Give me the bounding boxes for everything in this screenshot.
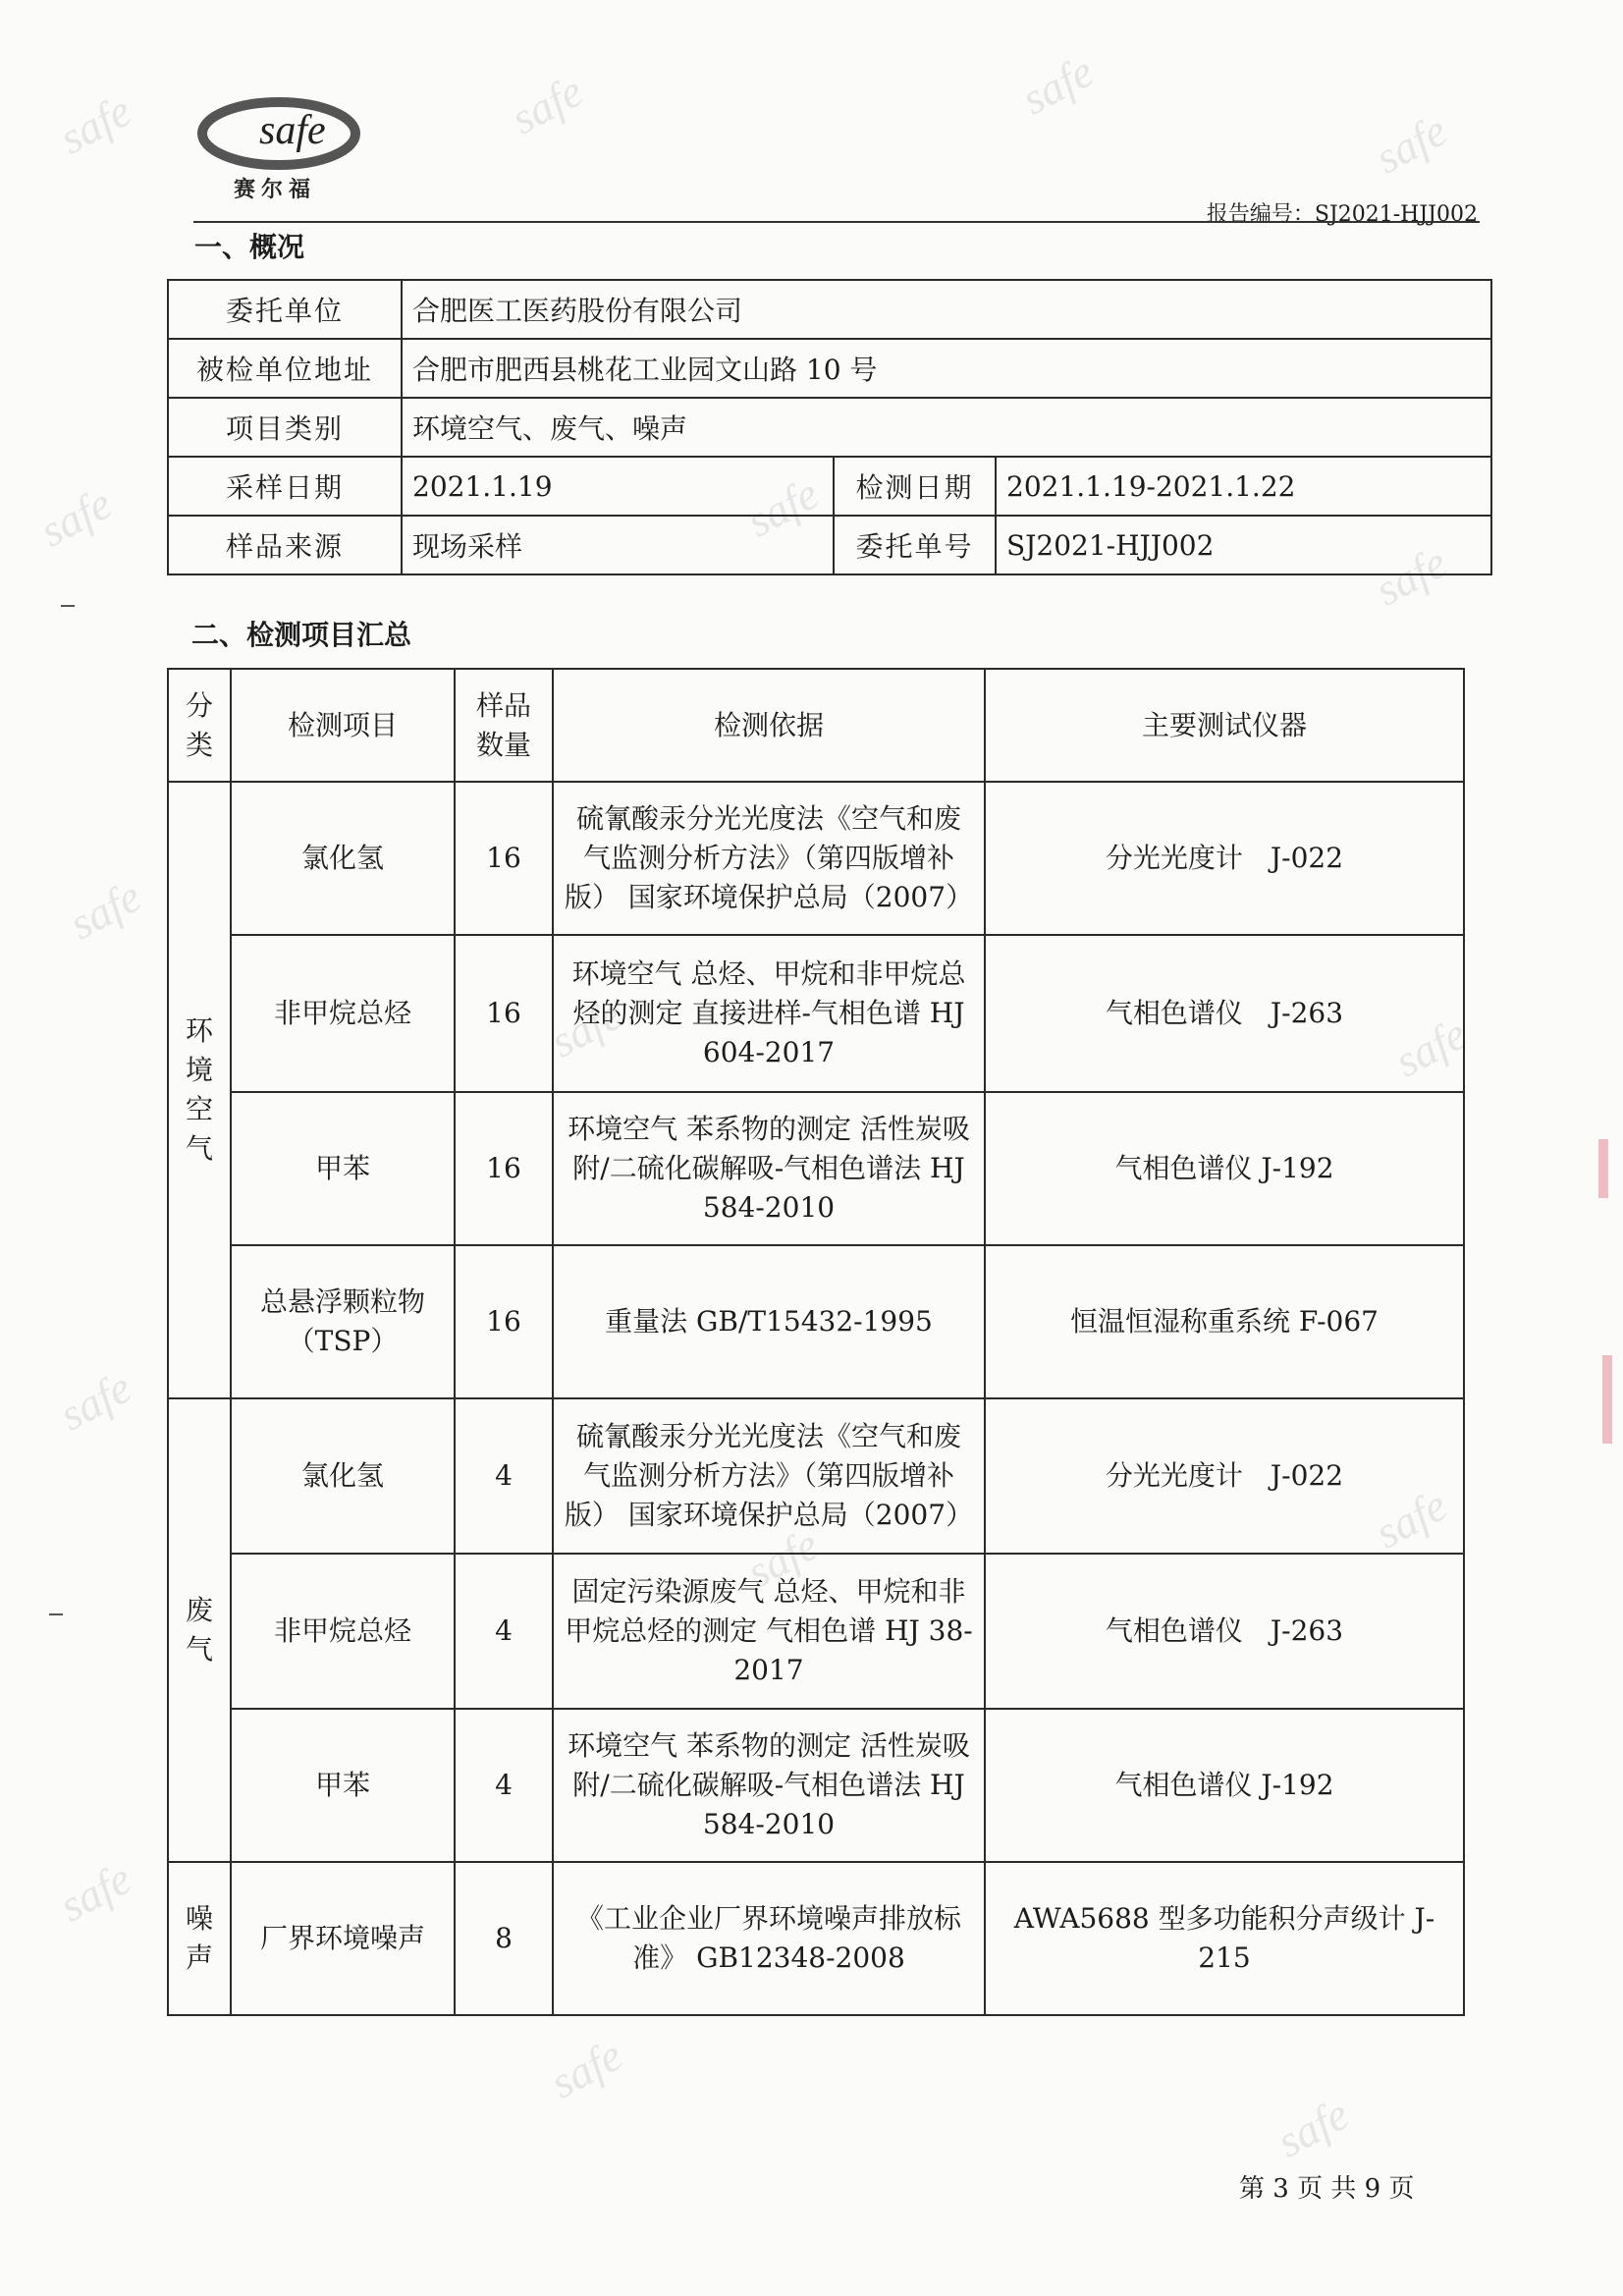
count-cell: 4 [455, 1554, 553, 1709]
category-cell: 废气 [168, 1398, 231, 1862]
svg-text:safe: safe [259, 108, 326, 153]
table-row [168, 1398, 1464, 1554]
count-cell: 16 [455, 1245, 553, 1398]
category-label: 项目类别 [168, 398, 402, 457]
basis-cell: 重量法 GB/T15432-1995 [553, 1245, 985, 1398]
section-title-summary: 二、检测项目汇总 [191, 619, 412, 651]
watermark: safe [503, 65, 591, 144]
instrument-cell: AWA5688 型多功能积分声级计 J-215 [985, 1862, 1464, 2015]
table-row [168, 280, 1491, 339]
watermark: safe [51, 1852, 139, 1932]
item-cell: 氯化氢 [231, 1398, 455, 1554]
sampling-date-value: 2021.1.19 [402, 457, 834, 516]
table-row [168, 1245, 1464, 1398]
overview-table [167, 279, 1492, 575]
item-cell: 非甲烷总烃 [231, 935, 455, 1092]
watermark: safe [738, 467, 827, 547]
table-row [168, 457, 1491, 516]
instrument-cell: 气相色谱仪 J-263 [985, 1554, 1464, 1709]
basis-cell: 环境空气 总烃、甲烷和非甲烷总烃的测定 直接进样-气相色谱 HJ 604-2017 [553, 935, 985, 1092]
watermark: safe [1367, 536, 1455, 616]
watermark: safe [1367, 104, 1455, 184]
count-cell: 8 [455, 1862, 553, 2015]
watermark: safe [1386, 1008, 1475, 1087]
address-value: 合肥市肥西县桃花工业园文山路 10 号 [402, 339, 1491, 398]
instrument-cell: 气相色谱仪 J-263 [985, 935, 1464, 1092]
basis-cell: 硫氰酸汞分光光度法《空气和废气监测分析方法》（第四版增补版） 国家环境保护总局（2007） [553, 1398, 985, 1554]
basis-cell: 环境空气 苯系物的测定 活性炭吸附/二硫化碳解吸-气相色谱法 HJ 584-2010 [553, 1709, 985, 1862]
basis-cell: 固定污染源废气 总烃、甲烷和非甲烷总烃的测定 气相色谱 HJ 38-2017 [553, 1554, 985, 1709]
basis-cell: 《工业企业厂界环境噪声排放标准》 GB12348-2008 [553, 1862, 985, 2015]
header-divider [193, 221, 1480, 223]
client-value: 合肥医工医药股份有限公司 [402, 280, 1491, 339]
source-label: 样品来源 [168, 516, 402, 574]
table-row [168, 935, 1464, 1092]
count-cell: 16 [455, 935, 553, 1092]
table-row [168, 516, 1491, 574]
order-no-value: SJ2021-HJJ002 [996, 516, 1491, 574]
table-row [168, 1862, 1464, 2015]
order-no-label: 委托单号 [834, 516, 996, 574]
watermark: safe [542, 988, 630, 1067]
header-instrument: 主要测试仪器 [985, 669, 1464, 782]
watermark: safe [51, 84, 139, 164]
header-item: 检测项目 [231, 669, 455, 782]
count-cell: 16 [455, 782, 553, 935]
stamp-edge-mark [1598, 1139, 1608, 1198]
watermark: safe [1269, 2088, 1357, 2167]
instrument-cell: 气相色谱仪 J-192 [985, 1709, 1464, 1862]
report-number-label: 报告编号： [1206, 202, 1315, 227]
instrument-cell: 恒温恒湿称重系统 F-067 [985, 1245, 1464, 1398]
table-header-row [168, 669, 1464, 782]
header-basis: 检测依据 [553, 669, 985, 782]
watermark: safe [542, 2029, 630, 2108]
stamp-edge-mark [1602, 1355, 1612, 1444]
table-row [168, 1554, 1464, 1709]
logo-chinese-text: 赛尔福 [234, 178, 317, 202]
table-row [168, 782, 1464, 935]
item-cell: 厂界环境噪声 [231, 1862, 455, 2015]
item-cell: 甲苯 [231, 1092, 455, 1245]
instrument-cell: 气相色谱仪 J-192 [985, 1092, 1464, 1245]
category-cell: 噪声 [168, 1862, 231, 2015]
scan-mark [61, 605, 75, 607]
report-number [1207, 197, 1478, 228]
test-items-table [167, 668, 1465, 2016]
table-row [168, 1709, 1464, 1862]
watermark: safe [1013, 45, 1102, 125]
table-row [168, 398, 1491, 457]
source-value: 现场采样 [402, 516, 834, 574]
instrument-cell: 分光光度计 J-022 [985, 1398, 1464, 1554]
item-cell: 非甲烷总烃 [231, 1554, 455, 1709]
table-row [168, 339, 1491, 398]
test-date-value: 2021.1.19-2021.1.22 [996, 457, 1491, 516]
watermark: safe [31, 477, 120, 557]
header-category: 分类 [168, 669, 231, 782]
count-cell: 4 [455, 1709, 553, 1862]
scan-mark [49, 1613, 63, 1615]
basis-cell: 硫氰酸汞分光光度法《空气和废气监测分析方法》（第四版增补版） 国家环境保护总局（2007） [553, 782, 985, 935]
count-cell: 4 [455, 1398, 553, 1554]
client-label: 委托单位 [168, 280, 402, 339]
test-date-label: 检测日期 [834, 457, 996, 516]
instrument-cell: 分光光度计 J-022 [985, 782, 1464, 935]
watermark: safe [51, 1361, 139, 1441]
sampling-date-label: 采样日期 [168, 457, 402, 516]
item-cell: 甲苯 [231, 1709, 455, 1862]
category-value: 环境空气、废气、噪声 [402, 398, 1491, 457]
page-number: 第 3 页 共 9 页 [1239, 2174, 1415, 2204]
watermark: safe [61, 870, 149, 950]
item-cell: 总悬浮颗粒物（TSP） [231, 1245, 455, 1398]
table-row [168, 1092, 1464, 1245]
item-cell: 氯化氢 [231, 782, 455, 935]
watermark: safe [1367, 1479, 1455, 1558]
category-cell: 环境空气 [168, 782, 231, 1398]
count-cell: 16 [455, 1092, 553, 1245]
section-title-overview: 一、概况 [194, 231, 305, 263]
header-count: 样品数量 [455, 669, 553, 782]
report-number-value: SJ2021-HJJ002 [1314, 202, 1478, 227]
address-label: 被检单位地址 [168, 339, 402, 398]
basis-cell: 环境空气 苯系物的测定 活性炭吸附/二硫化碳解吸-气相色谱法 HJ 584-2010 [553, 1092, 985, 1245]
watermark: safe [738, 1518, 827, 1598]
